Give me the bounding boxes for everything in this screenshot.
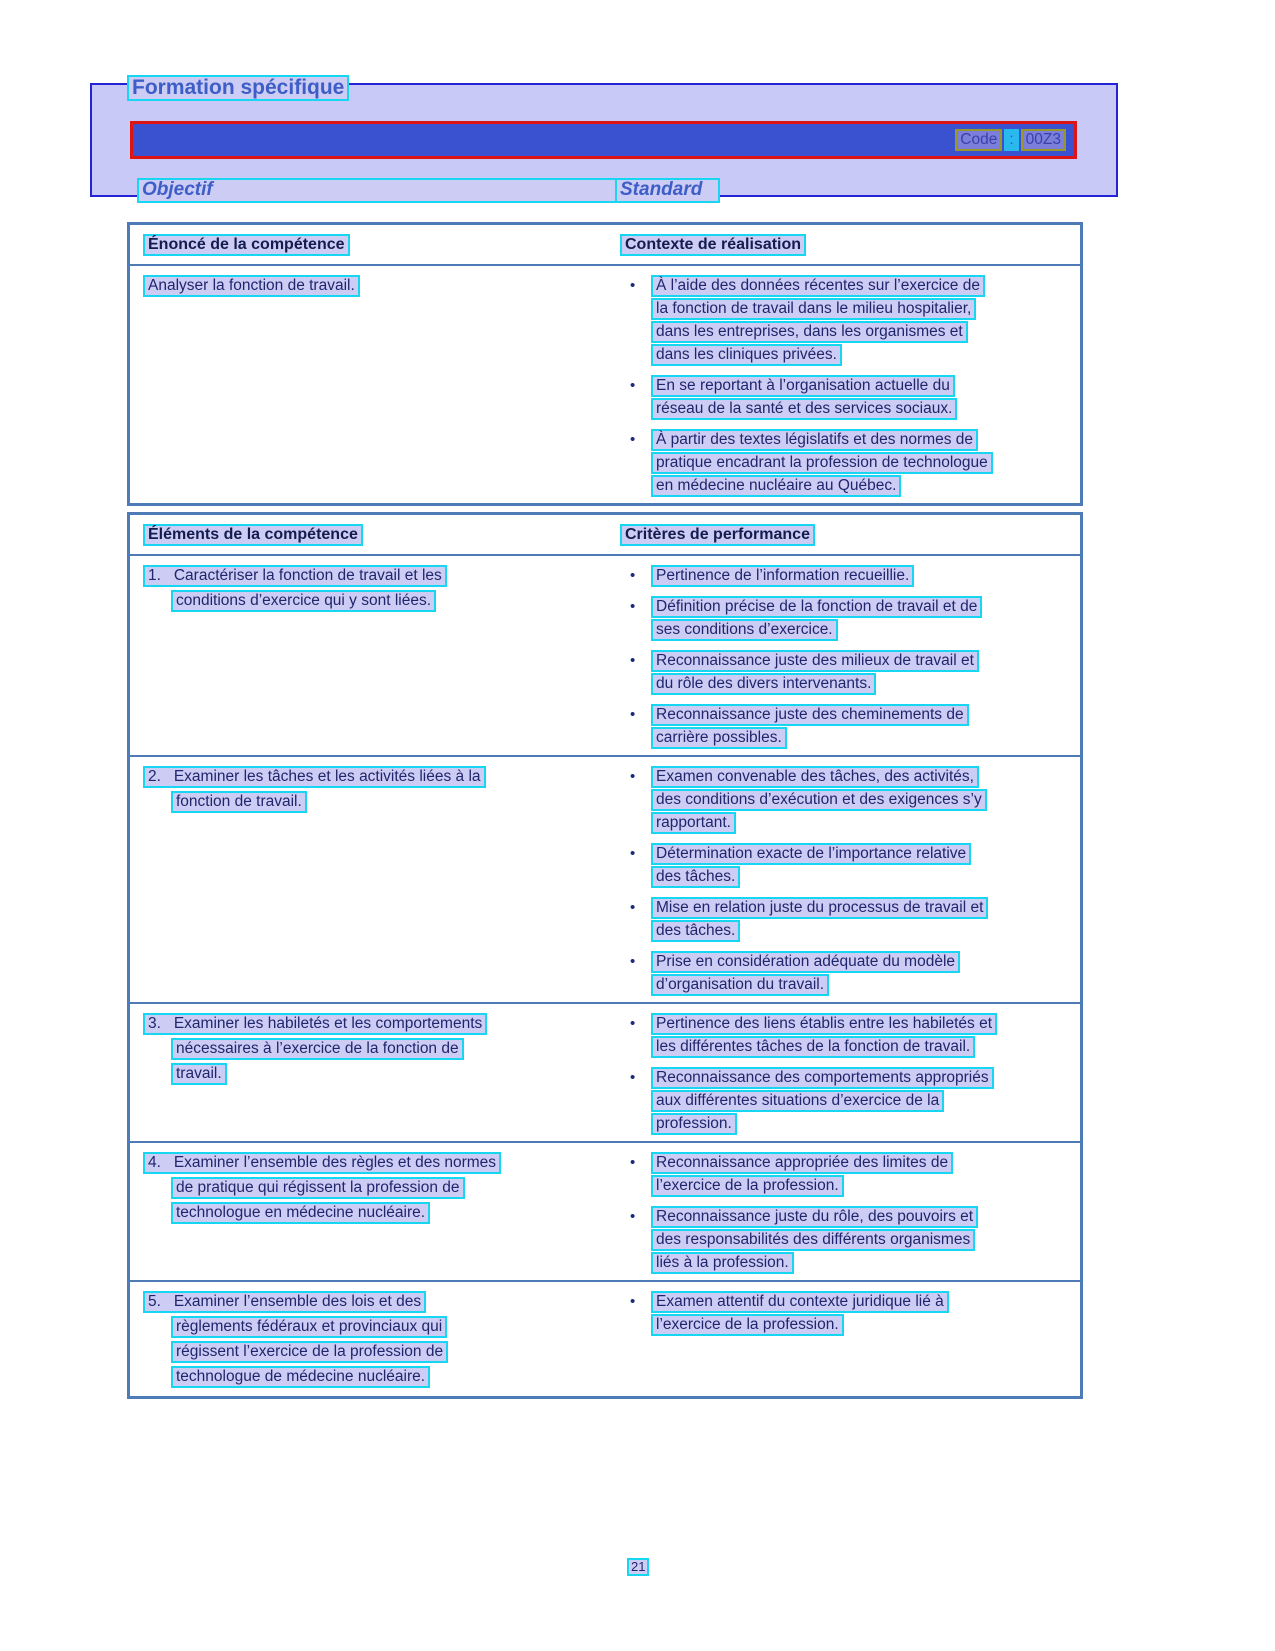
bullet-text: [651, 897, 988, 943]
bullet-text: [651, 1152, 953, 1198]
text-line: 2. Examiner les tâches et les activités liées à la: [143, 766, 486, 788]
bullet-text: [651, 1013, 997, 1059]
elements-header-left: Éléments de la compétence: [143, 524, 363, 546]
criteria-cell: [620, 1152, 1080, 1275]
text-line: Reconnaissance juste des cheminements de: [651, 704, 969, 726]
bullet-icon: •: [630, 706, 636, 723]
table-row: [130, 755, 1080, 1002]
text-line: des conditions d’exécution et des exigences s’y: [651, 789, 987, 811]
text-line: Mise en relation juste du processus de travail et: [651, 897, 988, 919]
text-line: travail.: [171, 1063, 227, 1085]
code-bar: [130, 121, 1077, 159]
bullet-icon: •: [630, 1293, 636, 1310]
bullet-item: [625, 951, 960, 997]
text-line: l’exercice de la profession.: [651, 1175, 844, 1197]
text-line: Détermination exacte de l’importance relative: [651, 843, 971, 865]
text-line: d’organisation du travail.: [651, 974, 829, 996]
text-line: dans les cliniques privées.: [651, 344, 842, 366]
table-row: [130, 556, 1080, 755]
bullet-item: [625, 1291, 949, 1337]
element-cell: [130, 1152, 620, 1275]
text-line: liés à la profession.: [651, 1252, 794, 1274]
element-cell: [130, 1291, 620, 1391]
text-line: rapportant.: [651, 812, 736, 834]
bullet-item: [625, 650, 979, 696]
bullet-item: [625, 375, 957, 421]
bullet-item: [625, 1152, 953, 1198]
criteria-cell: [620, 766, 1080, 997]
text-line: À l’aide des données récentes sur l’exercice de: [651, 275, 985, 297]
text-line: 1. Caractériser la fonction de travail et les: [143, 565, 447, 587]
text-line: technologue en médecine nucléaire.: [171, 1202, 430, 1224]
text-line: Reconnaissance juste du rôle, des pouvoirs et: [651, 1206, 978, 1228]
table-row: [130, 1141, 1080, 1280]
bullet-icon: •: [630, 567, 636, 584]
text-line: des tâches.: [651, 920, 740, 942]
competence-header-right: Contexte de réalisation: [620, 234, 806, 256]
text-line: régissent l’exercice de la profession de: [171, 1341, 448, 1363]
text-line: Examen convenable des tâches, des activités,: [651, 766, 979, 788]
text-line: Reconnaissance appropriée des limites de: [651, 1152, 953, 1174]
text-line: En se reportant à l’organisation actuelle du: [651, 375, 955, 397]
standard-heading: Standard: [615, 178, 720, 203]
text-line: Analyser la fonction de travail.: [143, 275, 360, 297]
bullet-text: [651, 650, 979, 696]
text-line: nécessaires à l’exercice de la fonction de: [171, 1038, 464, 1060]
bullet-text: [651, 843, 971, 889]
header-cell: [620, 524, 1080, 546]
table-row: [130, 266, 1080, 503]
text-line: Reconnaissance des comportements appropriés: [651, 1067, 994, 1089]
bullet-text: [651, 429, 993, 498]
page-number: 21: [627, 1558, 649, 1576]
bullet-item: [625, 766, 987, 835]
elements-table-header: [130, 515, 1080, 556]
bullet-icon: •: [630, 431, 636, 448]
text-line: 5. Examiner l’ensemble des lois et des: [143, 1291, 426, 1313]
element-cell: [130, 1013, 620, 1136]
text-line: profession.: [651, 1113, 737, 1135]
bullet-item: [625, 897, 988, 943]
elements-table: [127, 512, 1083, 1399]
context-cell: [620, 275, 1080, 498]
text-line: Examen attentif du contexte juridique lié à: [651, 1291, 949, 1313]
text-line: les différentes tâches de la fonction de travail.: [651, 1036, 975, 1058]
text-line: des responsabilités des différents organismes: [651, 1229, 975, 1251]
bullet-text: [651, 1206, 978, 1275]
competence-header-left: Énoncé de la compétence: [143, 234, 350, 256]
bullet-icon: •: [630, 768, 636, 785]
header-panel: [90, 76, 1118, 200]
bullet-icon: •: [630, 277, 636, 294]
header-cell: [130, 524, 620, 546]
bullet-icon: •: [630, 953, 636, 970]
table-row: [130, 1002, 1080, 1141]
bullet-text: [651, 1067, 994, 1136]
text-line: la fonction de travail dans le milieu hospitalier,: [651, 298, 976, 320]
bullet-item: [625, 1013, 997, 1059]
bullet-item: [625, 1067, 994, 1136]
text-line: 4. Examiner l’ensemble des règles et des normes: [143, 1152, 501, 1174]
text-line: Reconnaissance juste des milieux de travail et: [651, 650, 979, 672]
bullet-text: [651, 766, 987, 835]
bullet-text: [651, 375, 957, 421]
text-line: 3. Examiner les habiletés et les comportements: [143, 1013, 487, 1035]
objectif-heading: Objectif: [137, 178, 715, 203]
bullet-text: [651, 275, 985, 367]
bullet-item: [625, 843, 971, 889]
bullet-icon: •: [630, 845, 636, 862]
bullet-item: [625, 429, 993, 498]
competence-table: [127, 222, 1083, 506]
text-line: aux différentes situations d’exercice de la: [651, 1090, 944, 1112]
page-title: Formation spécifique: [127, 75, 349, 101]
bullet-icon: •: [630, 1069, 636, 1086]
code-value: 00Z3: [1021, 129, 1066, 151]
text-line: ses conditions d’exercice.: [651, 619, 838, 641]
element-cell: [130, 766, 620, 997]
bullet-item: [625, 275, 985, 367]
text-line: l’exercice de la profession.: [651, 1314, 844, 1336]
header-cell: [620, 234, 1080, 256]
bullet-item: [625, 1206, 978, 1275]
text-line: fonction de travail.: [171, 791, 307, 813]
bullet-text: [651, 596, 982, 642]
bullet-item: [625, 565, 914, 588]
text-line: règlements fédéraux et provinciaux qui: [171, 1316, 447, 1338]
code-label: Code: [955, 129, 1002, 151]
criteria-cell: [620, 565, 1080, 750]
criteria-cell: [620, 1013, 1080, 1136]
bullet-item: [625, 596, 982, 642]
statement-cell: [130, 275, 620, 498]
bullet-icon: •: [630, 377, 636, 394]
code-colon: :: [1004, 129, 1018, 151]
text-line: dans les entreprises, dans les organismes et: [651, 321, 968, 343]
competence-table-header: [130, 225, 1080, 266]
bullet-icon: •: [630, 1015, 636, 1032]
text-line: des tâches.: [651, 866, 740, 888]
text-line: technologue de médecine nucléaire.: [171, 1366, 430, 1388]
bullet-icon: •: [630, 1154, 636, 1171]
text-line: pratique encadrant la profession de technologue: [651, 452, 993, 474]
elements-header-right: Critères de performance: [620, 524, 815, 546]
bullet-text: [651, 704, 969, 750]
text-line: Définition précise de la fonction de travail et de: [651, 596, 982, 618]
header-cell: [130, 234, 620, 256]
table-row: [130, 1280, 1080, 1396]
text-line: Pertinence des liens établis entre les habiletés et: [651, 1013, 997, 1035]
text-line: carrière possibles.: [651, 727, 787, 749]
bullet-icon: •: [630, 652, 636, 669]
text-line: réseau de la santé et des services sociaux.: [651, 398, 957, 420]
bullet-icon: •: [630, 598, 636, 615]
text-line: en médecine nucléaire au Québec.: [651, 475, 901, 497]
text-line: conditions d’exercice qui y sont liées.: [171, 590, 436, 612]
text-line: Prise en considération adéquate du modèle: [651, 951, 960, 973]
text-line: À partir des textes législatifs et des normes de: [651, 429, 978, 451]
bullet-item: [625, 704, 969, 750]
text-line: de pratique qui régissent la profession de: [171, 1177, 465, 1199]
bullet-text: [651, 1291, 949, 1337]
criteria-cell: [620, 1291, 1080, 1391]
bullet-text: [651, 565, 914, 588]
text-line: Pertinence de l’information recueillie.: [651, 565, 914, 587]
text-line: du rôle des divers intervenants.: [651, 673, 876, 695]
bullet-icon: •: [630, 1208, 636, 1225]
bullet-icon: •: [630, 899, 636, 916]
bullet-text: [651, 951, 960, 997]
element-cell: [130, 565, 620, 750]
